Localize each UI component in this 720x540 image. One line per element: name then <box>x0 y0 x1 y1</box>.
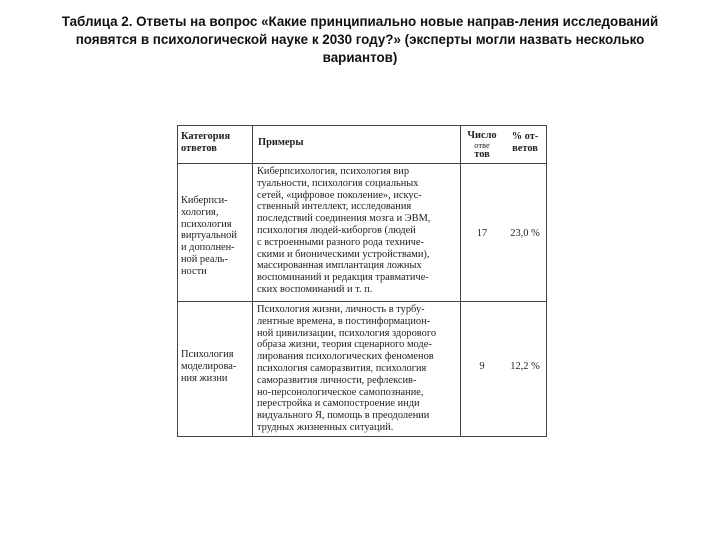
caption-line-3: вариантов) <box>322 50 398 65</box>
row-1-percent: 23,0 % <box>510 228 540 239</box>
header-examples: Примеры <box>258 137 304 148</box>
results-table <box>177 125 547 437</box>
header-count: Число отве тов <box>467 130 497 160</box>
row-2-percent: 12,2 % <box>510 361 540 372</box>
row-1-count: 17 <box>476 228 488 239</box>
row-2-count: 9 <box>479 361 485 372</box>
row-1-category: Киберпси- хология, психология виртуальной и дополнен- ной реаль- ности <box>181 195 237 277</box>
table-border-right <box>546 125 547 437</box>
table-caption <box>30 13 690 67</box>
row-2-category: Психология моделирова- ния жизни <box>181 349 237 384</box>
header-divider <box>177 163 547 164</box>
header-category: Категория ответов <box>181 131 231 154</box>
column-divider-1 <box>252 125 253 437</box>
caption-line-2: появятся в психологической науке к 2030 году?» (эксперты могли назвать несколько <box>75 32 645 47</box>
table-border-left <box>177 125 178 437</box>
header-percent: % от- ветов <box>511 131 539 154</box>
table-border-bottom <box>177 436 547 437</box>
row-2-examples: Психология жизни, личность в турбу- лентные времена, в постинформацион- ной цивилизации, психология здорового образа жизни, теория сценарного моде- лирования психологических феноменов психология саморазвития, психология саморазвития личности, рефлексив- но-персонологическое самопознание, перестройка и самопостроение инди видуального Я, помощь в преодолении трудных жизненных ситуаций. <box>257 304 437 433</box>
caption-line-1: Таблица 2. Ответы на вопрос «Какие принципиально новые направ-ления исследований <box>61 14 659 29</box>
row-1-examples: Киберпсихология, психология вир туальности, психология социальных сетей, «цифровое поколение», искус- ственный интеллект, исследования последствий соединения мозга и ЭВМ, психология людей-киборгов (людей с встроенными разного рода техниче- скими и бионическими устройствами), массированная имплантация ложных воспоминаний и редакция травматиче- ских воспоминаний и т. п. <box>257 166 431 295</box>
column-divider-2 <box>460 125 461 437</box>
row-divider <box>177 301 547 302</box>
table-border-top <box>177 125 547 126</box>
